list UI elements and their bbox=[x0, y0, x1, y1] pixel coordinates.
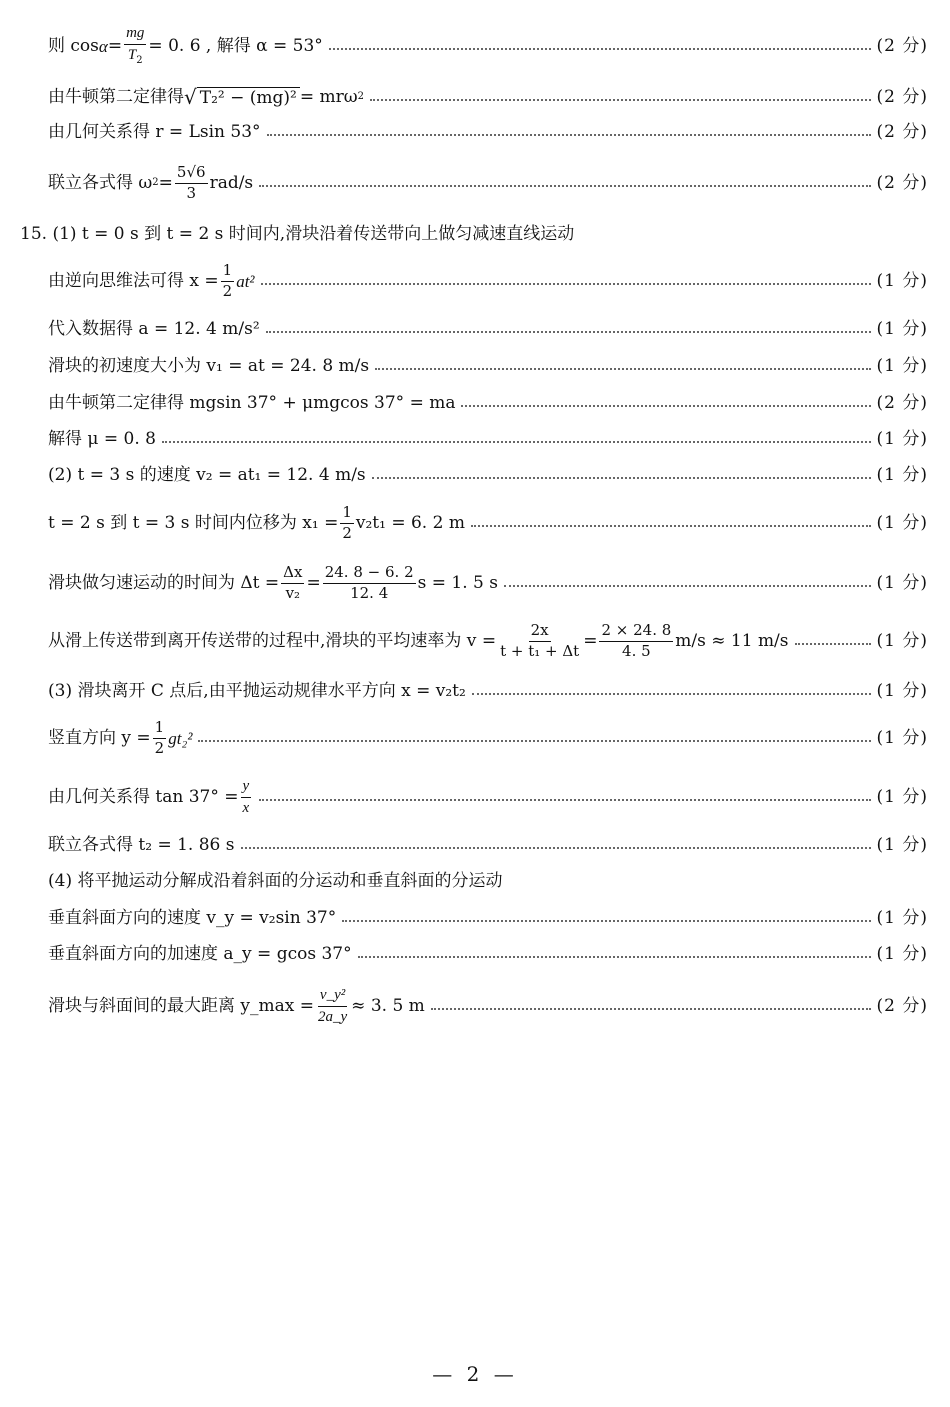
numerator: 1 bbox=[340, 505, 354, 524]
solution-line bbox=[48, 122, 928, 142]
solution-line bbox=[48, 561, 928, 605]
subscript: 2 bbox=[152, 177, 159, 188]
line-text: = 0. 6 , 解得 α = 53° bbox=[148, 35, 323, 56]
numerator: v_y² bbox=[319, 986, 346, 1003]
square-root bbox=[184, 87, 300, 107]
score-label: (1 分) bbox=[876, 270, 928, 291]
solution-line bbox=[48, 680, 928, 702]
denominator: t + t₁ + Δt bbox=[500, 641, 580, 660]
fraction bbox=[316, 987, 349, 1026]
line-text: 则 cos bbox=[48, 35, 99, 56]
score-label: (2 分) bbox=[876, 86, 928, 107]
line-text: 滑块做匀速运动的时间为 Δt = bbox=[48, 572, 280, 593]
denominator: x bbox=[242, 799, 250, 816]
dot-leader bbox=[198, 740, 870, 742]
score-label: (2 分) bbox=[876, 392, 928, 413]
solution-line bbox=[48, 718, 928, 758]
line-text: 垂直斜面方向的速度 v_y = v₂sin 37° bbox=[48, 907, 337, 928]
solution-line bbox=[48, 355, 928, 377]
dot-leader bbox=[342, 920, 870, 922]
numerator: mg bbox=[126, 25, 145, 42]
line-text: 竖直方向 y = bbox=[48, 727, 151, 748]
denominator: 2a_y bbox=[318, 1008, 348, 1025]
line-text: 联立各式得 ω bbox=[48, 172, 153, 193]
sub-question-heading bbox=[48, 870, 928, 892]
fraction bbox=[340, 502, 354, 542]
subscript: 2 bbox=[357, 91, 364, 102]
line-text: 由几何关系得 r = Lsin 53° bbox=[48, 121, 261, 142]
line-text: 滑块的初速度大小为 v₁ = at = 24. 8 m/s bbox=[48, 355, 370, 376]
fraction bbox=[281, 562, 304, 602]
solution-line bbox=[48, 464, 928, 486]
fraction bbox=[241, 778, 252, 817]
score-label: (1 分) bbox=[876, 572, 928, 593]
math-text: at² bbox=[236, 271, 255, 291]
fraction bbox=[153, 717, 167, 757]
score-label: (2 分) bbox=[876, 172, 928, 193]
dot-leader bbox=[795, 643, 871, 645]
math-symbol: α bbox=[98, 36, 108, 56]
dot-leader bbox=[375, 368, 870, 370]
math-text: = bbox=[107, 35, 123, 56]
line-text: 15. (1) t = 0 s 到 t = 2 s 时间内,滑块沿着传送带向上做匀减速直线运动 bbox=[20, 223, 575, 244]
solution-line bbox=[48, 777, 928, 817]
math-text: gt₂² bbox=[168, 728, 193, 748]
line-text: 由逆向思维法可得 x = bbox=[48, 270, 219, 291]
denominator: 2 bbox=[222, 281, 233, 300]
denominator: 2 bbox=[154, 738, 165, 757]
page-number: — 2 — bbox=[432, 1362, 518, 1386]
score-label: (1 分) bbox=[876, 943, 928, 964]
score-label: (1 分) bbox=[876, 355, 928, 376]
numerator: 2x bbox=[529, 623, 551, 642]
line-text: s = 1. 5 s bbox=[417, 572, 498, 593]
line-text: 从滑上传送带到离开传送带的过程中,滑块的平均速率为 v = bbox=[48, 630, 497, 651]
line-text: 代入数据得 a = 12. 4 m/s² bbox=[48, 318, 260, 339]
denominator: 2 bbox=[342, 523, 352, 542]
solution-line bbox=[48, 84, 928, 110]
numerator: 2 × 24. 8 bbox=[599, 623, 673, 642]
line-text: 由牛顿第二定律得 bbox=[48, 86, 184, 107]
numerator: 5√6 bbox=[175, 165, 208, 184]
score-label: (1 分) bbox=[876, 680, 928, 701]
dot-leader bbox=[461, 405, 870, 407]
score-label: (1 分) bbox=[876, 428, 928, 449]
dot-leader bbox=[372, 477, 871, 479]
score-label: (1 分) bbox=[876, 512, 928, 533]
numerator: 1 bbox=[153, 720, 167, 739]
dot-leader bbox=[504, 585, 871, 587]
dot-leader bbox=[267, 134, 871, 136]
math-text: = bbox=[306, 572, 321, 593]
numerator: y bbox=[242, 777, 250, 794]
numerator: 24. 8 − 6. 2 bbox=[323, 565, 416, 584]
score-label: (1 分) bbox=[876, 318, 928, 339]
line-text: ≈ 3. 5 m bbox=[351, 995, 425, 1016]
dot-leader bbox=[162, 441, 871, 443]
dot-leader bbox=[261, 283, 871, 285]
dot-leader bbox=[259, 185, 870, 187]
fraction bbox=[498, 620, 581, 660]
solution-line bbox=[48, 428, 928, 450]
numerator: Δx bbox=[281, 565, 304, 584]
dot-leader bbox=[472, 693, 871, 695]
denominator: 12. 4 bbox=[350, 583, 389, 602]
solution-line bbox=[48, 907, 928, 929]
solution-line bbox=[48, 163, 928, 203]
numerator: 1 bbox=[221, 263, 235, 282]
line-text: 由几何关系得 tan 37° = bbox=[48, 786, 239, 807]
fraction bbox=[599, 620, 673, 660]
solution-line bbox=[48, 262, 928, 300]
radicand: T₂² − (mg)² bbox=[197, 87, 300, 107]
dot-leader bbox=[259, 799, 870, 801]
denominator: 4. 5 bbox=[622, 641, 651, 660]
score-label: (2 分) bbox=[876, 121, 928, 142]
fraction bbox=[175, 162, 208, 202]
line-text: 滑块与斜面间的最大距离 y_max = bbox=[48, 995, 314, 1016]
line-text: 垂直斜面方向的加速度 a_y = gcos 37° bbox=[48, 943, 352, 964]
dot-leader bbox=[329, 48, 871, 50]
solution-line bbox=[48, 834, 928, 856]
radical-sign-icon: √ bbox=[184, 85, 197, 109]
dot-leader bbox=[266, 331, 871, 333]
score-label: (1 分) bbox=[876, 907, 928, 928]
question-heading bbox=[20, 223, 928, 245]
dot-leader bbox=[358, 956, 871, 958]
line-text: (2) t = 3 s 的速度 v₂ = at₁ = 12. 4 m/s bbox=[48, 464, 366, 485]
solution-line bbox=[48, 318, 928, 340]
line-text: (4) 将平抛运动分解成沿着斜面的分运动和垂直斜面的分运动 bbox=[48, 870, 503, 891]
solution-line bbox=[48, 943, 928, 965]
dot-leader bbox=[241, 847, 871, 849]
line-text: 解得 μ = 0. 8 bbox=[48, 428, 156, 449]
solution-line bbox=[48, 619, 928, 663]
line-text: rad/s bbox=[209, 172, 254, 193]
line-text: t = 2 s 到 t = 3 s 时间内位移为 x₁ = bbox=[48, 512, 339, 533]
math-text: = bbox=[158, 172, 173, 193]
dot-leader bbox=[471, 525, 871, 527]
fraction bbox=[221, 260, 235, 300]
denominator: v₂ bbox=[285, 583, 301, 602]
line-text: (3) 滑块离开 C 点后,由平抛运动规律水平方向 x = v₂t₂ bbox=[48, 680, 466, 701]
line-text: 由牛顿第二定律得 mgsin 37° + μmgcos 37° = ma bbox=[48, 392, 456, 413]
dot-leader bbox=[431, 1008, 871, 1010]
denominator: 3 bbox=[186, 183, 196, 202]
score-label: (1 分) bbox=[876, 464, 928, 485]
score-label: (2 分) bbox=[876, 35, 928, 56]
denominator: T bbox=[127, 47, 137, 64]
dot-leader bbox=[370, 99, 871, 101]
score-label: (1 分) bbox=[876, 630, 928, 651]
fraction bbox=[323, 562, 416, 602]
line-text: v₂t₁ = 6. 2 m bbox=[355, 512, 465, 533]
score-label: (1 分) bbox=[876, 786, 928, 807]
math-text: = bbox=[583, 630, 598, 651]
subscript: 2 bbox=[136, 55, 143, 67]
solution-line bbox=[48, 392, 928, 414]
solution-line bbox=[48, 25, 928, 67]
solution-line bbox=[48, 983, 928, 1029]
line-text: 联立各式得 t₂ = 1. 86 s bbox=[48, 834, 235, 855]
score-label: (1 分) bbox=[876, 727, 928, 748]
solution-line bbox=[48, 503, 928, 543]
score-label: (1 分) bbox=[876, 834, 928, 855]
fraction bbox=[124, 25, 146, 66]
line-text: = mrω bbox=[299, 86, 358, 107]
line-text: m/s ≈ 11 m/s bbox=[675, 630, 789, 651]
score-label: (2 分) bbox=[876, 995, 928, 1016]
